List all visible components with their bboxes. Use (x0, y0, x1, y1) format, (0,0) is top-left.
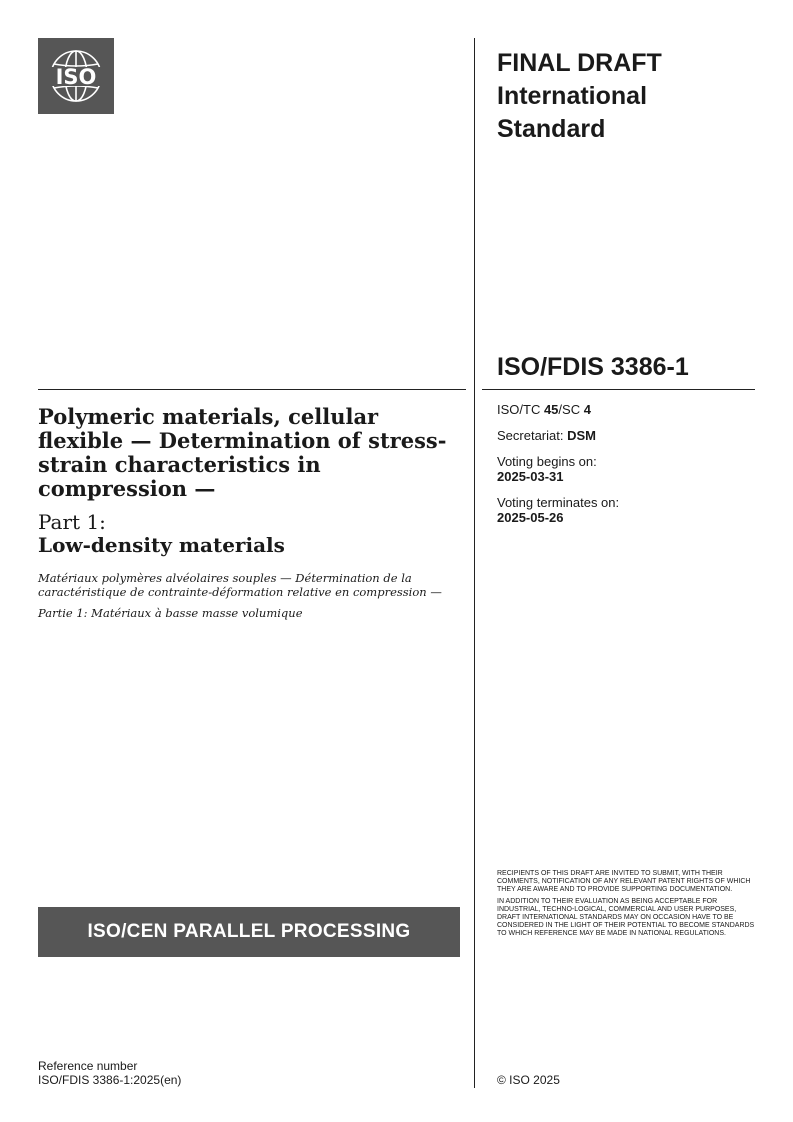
document-meta (497, 402, 747, 536)
voting-begins (497, 454, 747, 484)
voting-terminates-value: 2025-05-26 (497, 510, 564, 525)
main-title: Polymeric materials, cellular flexible — Determination of stress-strain characteristics in compression — (38, 404, 447, 501)
committee-sep: /SC (558, 402, 584, 417)
french-title-block (38, 571, 458, 620)
parallel-processing-banner: ISO/CEN PARALLEL PROCESSING (38, 907, 460, 957)
stage-line-final-draft: FINAL DRAFT (497, 49, 662, 77)
reference-number (38, 1059, 181, 1087)
part-label: Part 1: (38, 510, 106, 534)
copyright: © ISO 2025 (497, 1073, 560, 1087)
title-block (38, 405, 458, 620)
voting-terminates-label: Voting terminates on: (497, 495, 620, 510)
secretariat-label: Secretariat: (497, 428, 568, 443)
reference-value: ISO/FDIS 3386-1:2025(en) (38, 1073, 182, 1087)
horizontal-divider-right (482, 389, 755, 390)
document-stage (497, 47, 757, 146)
committee (497, 402, 747, 417)
reference-label: Reference number (38, 1059, 138, 1073)
committee-tc: 45 (543, 402, 559, 417)
secretariat (497, 428, 747, 443)
french-part-title: Partie 1: Matériaux à basse masse volumique (38, 606, 303, 620)
french-title: Matériaux polymères alvéolaires souples — Détermination de la caractéristique de contrainte-déformation relative en compression — (38, 571, 442, 599)
iso-logo (38, 38, 114, 114)
voting-terminates (497, 495, 747, 525)
notice-paragraph-1: RECIPIENTS OF THIS DRAFT ARE INVITED TO SUBMIT, WITH THEIR COMMENTS, NOTIFICATION OF ANY RELEVANT PATENT RIGHTS OF WHICH THEY ARE AWARE AND TO PROVIDE SUPPORTING DOCUMENTATION. (497, 870, 751, 894)
part-title: Low-density materials (38, 533, 285, 557)
globe-icon (38, 38, 114, 114)
stage-line-international: International (497, 82, 648, 110)
vertical-divider (474, 38, 475, 1088)
voting-begins-value: 2025-03-31 (497, 469, 564, 484)
logo-text: ISO (55, 65, 97, 89)
document-number: ISO/FDIS 3386-1 (497, 353, 689, 381)
voting-begins-label: Voting begins on: (497, 454, 597, 469)
horizontal-divider-left (38, 389, 466, 390)
notice-paragraph-2: IN ADDITION TO THEIR EVALUATION AS BEING ACCEPTABLE FOR INDUSTRIAL, TECHNO-LOGICAL, COMMERCIAL AND USER PURPOSES, DRAFT INTERNATIONAL STANDARDS MAY ON OCCASION HAVE TO BE CONSIDERED IN THE LIGHT OF THEIR POTENTIAL TO BECOME STANDARDS TO WHICH REFERENCE MAY BE MADE IN NATIONAL REGULATIONS. (497, 897, 755, 938)
committee-sc: 4 (583, 402, 591, 417)
stage-line-standard: Standard (497, 115, 606, 143)
recipients-notice (497, 870, 757, 942)
secretariat-value: DSM (567, 428, 596, 443)
committee-prefix: ISO/TC (497, 402, 544, 417)
